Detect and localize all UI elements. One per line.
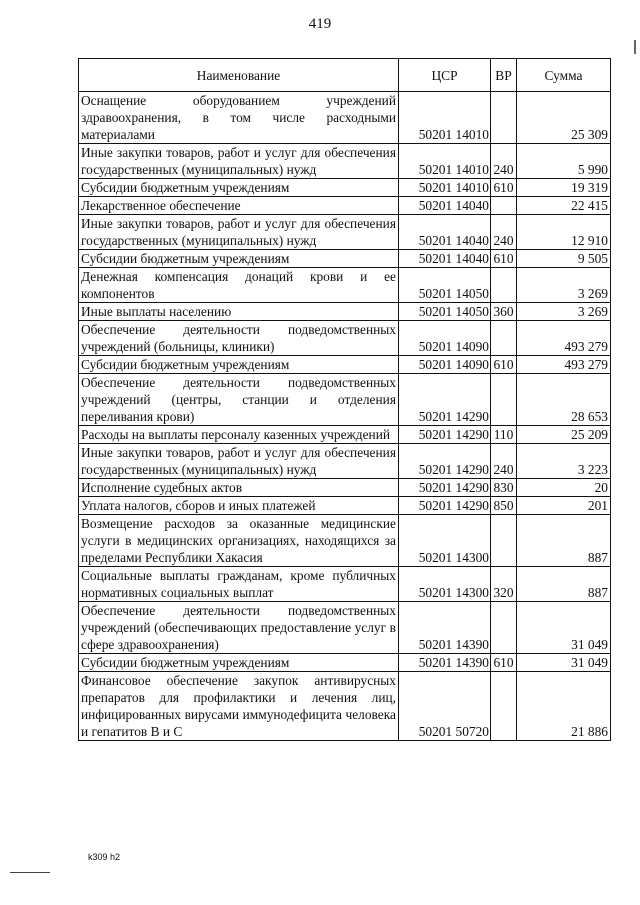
- cell-csr: 50201 14300: [399, 567, 491, 602]
- cell-sum: 19 319: [517, 179, 611, 197]
- cell-sum: 12 910: [517, 215, 611, 250]
- cell-csr: 50201 14290: [399, 479, 491, 497]
- cell-csr: 50201 14390: [399, 654, 491, 672]
- cell-sum: 31 049: [517, 654, 611, 672]
- cell-name: Обеспечение деятельности подведомственных учреждений (больницы, клиники): [79, 321, 399, 356]
- cell-name: Лекарственное обеспечение: [79, 197, 399, 215]
- table-row: [79, 250, 611, 268]
- cell-csr: 50201 14300: [399, 515, 491, 567]
- table-row: [79, 654, 611, 672]
- cell-csr: 50201 14290: [399, 426, 491, 444]
- corner-line: [10, 872, 50, 873]
- table-row: [79, 321, 611, 356]
- cell-vr: [491, 602, 517, 654]
- cell-vr: [491, 197, 517, 215]
- table-header-row: [79, 59, 611, 92]
- cell-vr: [491, 92, 517, 144]
- cell-vr: 110: [491, 426, 517, 444]
- table-row: [79, 672, 611, 741]
- cell-csr: 50201 14290: [399, 374, 491, 426]
- cell-vr: [491, 268, 517, 303]
- cell-sum: 3 269: [517, 303, 611, 321]
- cell-name: Субсидии бюджетным учреждениям: [79, 654, 399, 672]
- cell-sum: 3 269: [517, 268, 611, 303]
- cell-csr: 50201 14290: [399, 444, 491, 479]
- header-vr: ВР: [491, 59, 517, 92]
- cell-sum: 22 415: [517, 197, 611, 215]
- cell-csr: 50201 14040: [399, 215, 491, 250]
- cell-name: Социальные выплаты гражданам, кроме публичных нормативных социальных выплат: [79, 567, 399, 602]
- cell-csr: 50201 14040: [399, 250, 491, 268]
- cell-name: Субсидии бюджетным учреждениям: [79, 179, 399, 197]
- cell-name: Иные закупки товаров, работ и услуг для обеспечения государственных (муниципальных) нужд: [79, 144, 399, 179]
- cell-name: Расходы на выплаты персоналу казенных учреждений: [79, 426, 399, 444]
- cell-name: Оснащение оборудованием учреждений здравоохранения, в том числе расходными материалами: [79, 92, 399, 144]
- cell-vr: 850: [491, 497, 517, 515]
- cell-name: Иные закупки товаров, работ и услуг для обеспечения государственных (муниципальных) нужд: [79, 215, 399, 250]
- table-row: [79, 444, 611, 479]
- cell-vr: 610: [491, 654, 517, 672]
- cell-csr: 50201 14010: [399, 179, 491, 197]
- table-row: [79, 479, 611, 497]
- header-name: Наименование: [79, 59, 399, 92]
- cell-csr: 50201 50720: [399, 672, 491, 741]
- cell-csr: 50201 14090: [399, 321, 491, 356]
- cell-vr: [491, 374, 517, 426]
- table-row: [79, 567, 611, 602]
- cell-vr: [491, 515, 517, 567]
- cell-sum: 887: [517, 567, 611, 602]
- table-row: [79, 215, 611, 250]
- cell-vr: [491, 672, 517, 741]
- table-row: [79, 268, 611, 303]
- cell-vr: 610: [491, 250, 517, 268]
- cell-sum: 887: [517, 515, 611, 567]
- cell-csr: 50201 14290: [399, 497, 491, 515]
- cell-name: Исполнение судебных актов: [79, 479, 399, 497]
- cell-csr: 50201 14010: [399, 144, 491, 179]
- cell-sum: 201: [517, 497, 611, 515]
- cell-vr: 240: [491, 444, 517, 479]
- cell-csr: 50201 14050: [399, 268, 491, 303]
- cell-sum: 3 223: [517, 444, 611, 479]
- header-csr: ЦСР: [399, 59, 491, 92]
- cell-sum: 28 653: [517, 374, 611, 426]
- cell-name: Обеспечение деятельности подведомственных учреждений (центры, станции и отделения переливания крови): [79, 374, 399, 426]
- page-number: 419: [308, 16, 332, 32]
- table-row: [79, 144, 611, 179]
- cell-vr: 360: [491, 303, 517, 321]
- table-row: [79, 92, 611, 144]
- cell-name: Возмещение расходов за оказанные медицинские услуги в медицинских организациях, находящихся за пределами Республики Хакасия: [79, 515, 399, 567]
- cell-name: Субсидии бюджетным учреждениям: [79, 250, 399, 268]
- table-row: [79, 497, 611, 515]
- cell-vr: 610: [491, 356, 517, 374]
- cell-name: Денежная компенсация донаций крови и ее компонентов: [79, 268, 399, 303]
- cell-name: Финансовое обеспечение закупок антивирусных препаратов для профилактики и лечения лиц, инфицированных вирусами иммунодефицита человека и гепатитов B и C: [79, 672, 399, 741]
- cell-vr: [491, 321, 517, 356]
- cell-sum: 9 505: [517, 250, 611, 268]
- cell-vr: 240: [491, 144, 517, 179]
- cell-csr: 50201 14390: [399, 602, 491, 654]
- cell-vr: 240: [491, 215, 517, 250]
- cell-vr: 320: [491, 567, 517, 602]
- table-row: [79, 197, 611, 215]
- cell-name: Уплата налогов, сборов и иных платежей: [79, 497, 399, 515]
- cell-csr: 50201 14040: [399, 197, 491, 215]
- cell-name: Субсидии бюджетным учреждениям: [79, 356, 399, 374]
- table-row: [79, 179, 611, 197]
- cell-sum: 493 279: [517, 321, 611, 356]
- table-row: [79, 303, 611, 321]
- cell-sum: 25 209: [517, 426, 611, 444]
- cell-name: Иные закупки товаров, работ и услуг для обеспечения государственных (муниципальных) нужд: [79, 444, 399, 479]
- table-row: [79, 374, 611, 426]
- table-row: [79, 602, 611, 654]
- cell-sum: 25 309: [517, 92, 611, 144]
- cell-sum: 493 279: [517, 356, 611, 374]
- table-body: [79, 92, 611, 741]
- cell-csr: 50201 14090: [399, 356, 491, 374]
- footer-code: k309 h2: [88, 852, 121, 862]
- budget-table: [78, 58, 611, 741]
- cell-sum: 21 886: [517, 672, 611, 741]
- cell-csr: 50201 14010: [399, 92, 491, 144]
- cell-csr: 50201 14050: [399, 303, 491, 321]
- edge-mark: [634, 40, 636, 54]
- table-row: [79, 515, 611, 567]
- table-row: [79, 356, 611, 374]
- header-sum: Сумма: [517, 59, 611, 92]
- table-row: [79, 426, 611, 444]
- cell-sum: 20: [517, 479, 611, 497]
- cell-vr: 610: [491, 179, 517, 197]
- cell-sum: 5 990: [517, 144, 611, 179]
- cell-sum: 31 049: [517, 602, 611, 654]
- cell-name: Иные выплаты населению: [79, 303, 399, 321]
- cell-name: Обеспечение деятельности подведомственных учреждений (обеспечивающих предоставление услуг в сфере здравоохранения): [79, 602, 399, 654]
- cell-vr: 830: [491, 479, 517, 497]
